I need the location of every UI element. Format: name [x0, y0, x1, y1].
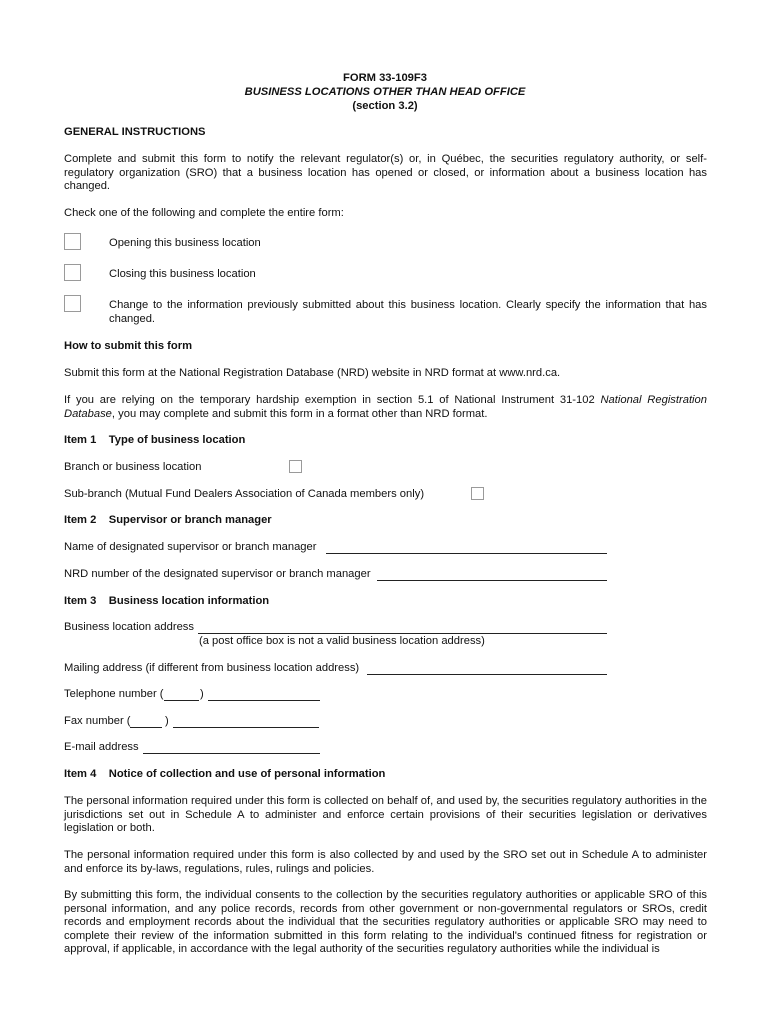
instrument-name: National Registration Database — [64, 394, 707, 420]
check-prompt: Check one of the following and complete the entire form: — [64, 207, 344, 219]
item4-paragraph-1: The personal information required under this form is collected on behalf of, and used by, the securities regulatory authorities in the jurisdictions set out in Schedule A to administer and enforce certain provisions of their securities legislation or derivatives legislation or both. — [64, 795, 707, 835]
subbranch-checkbox[interactable] — [471, 487, 484, 500]
form-title: BUSINESS LOCATIONS OTHER THAN HEAD OFFICE — [244, 86, 526, 98]
fax-label: Fax number ( — [64, 715, 131, 727]
change-checkbox[interactable] — [64, 295, 81, 312]
item1-heading: Item 1 Type of business location — [64, 434, 246, 446]
branch-checkbox[interactable] — [289, 460, 302, 473]
supervisor-nrd-field[interactable] — [377, 580, 607, 581]
item2-heading: Item 2 Supervisor or branch manager — [64, 514, 272, 526]
fax-paren: ) — [165, 715, 169, 727]
general-intro: Complete and submit this form to notify the relevant regulator(s) or, in Québec, the securities regulatory authority, or self-regulatory organization (SRO) that a business location has opened or closed, or information about a business location has changed. — [64, 153, 707, 193]
supervisor-nrd-label: NRD number of the designated supervisor or branch manager — [64, 568, 371, 580]
item4-paragraph-2: The personal information required under this form is also collected by and used by the SRO set out in Schedule A to administer and enforce its by-laws, regulations, rules, rulings and policies. — [64, 849, 707, 875]
telephone-label: Telephone number ( — [64, 688, 164, 700]
item3-heading: Item 3 Business location information — [64, 595, 270, 607]
form-number: FORM 33-109F3 — [343, 72, 427, 84]
business-address-field[interactable] — [198, 633, 607, 634]
telephone-number-field[interactable] — [208, 700, 320, 701]
opening-option-label: Opening this business location — [109, 237, 261, 249]
how-to-submit-heading: How to submit this form — [64, 340, 193, 352]
closing-option-label: Closing this business location — [109, 268, 256, 280]
mailing-address-field[interactable] — [367, 674, 607, 675]
telephone-paren: ) — [200, 688, 204, 700]
item4-paragraph-3: By submitting this form, the individual consents to the collection by the securities regulatory authorities or applicable SRO of this personal information, and any police records, records from other government or non-governmental regulators or SROs, credit records and employment records about the individual that the securities regulatory authorities or applicable SRO may need to complete their review of the information submitted in this form relating to the individual's continued fitness for registration or approval, if applicable, in accordance with the legal authority of the securities regulatory authorities while the individual is — [64, 889, 707, 956]
business-address-label: Business location address — [64, 621, 194, 633]
supervisor-name-label: Name of designated supervisor or branch manager — [64, 541, 317, 553]
supervisor-name-field[interactable] — [326, 553, 607, 554]
opening-checkbox[interactable] — [64, 233, 81, 250]
submit-paragraph-1: Submit this form at the National Registration Database (NRD) website in NRD format at www.nrd.ca. — [64, 367, 561, 379]
item4-heading: Item 4 Notice of collection and use of personal information — [64, 768, 386, 780]
email-field[interactable] — [143, 753, 320, 754]
submit-paragraph-2: If you are relying on the temporary hardship exemption in section 5.1 of National Instrument 31-102 National Registration Database, you may complete and submit this form in a format other than NRD format. — [64, 394, 707, 420]
closing-checkbox[interactable] — [64, 264, 81, 281]
change-option-label: Change to the information previously submitted about this business location. Clearly specify the information that has changed. — [109, 299, 707, 325]
general-instructions-heading: GENERAL INSTRUCTIONS — [64, 126, 206, 138]
subbranch-label: Sub-branch (Mutual Fund Dealers Association of Canada members only) — [64, 488, 425, 500]
mailing-address-label: Mailing address (if different from business location address) — [64, 662, 360, 674]
email-label: E-mail address — [64, 741, 139, 753]
form-section: (section 3.2) — [352, 100, 418, 112]
telephone-area-code-field[interactable] — [164, 700, 199, 701]
business-address-note: (a post office box is not a valid business location address) — [199, 635, 485, 647]
branch-label: Branch or business location — [64, 461, 202, 473]
fax-number-field[interactable] — [173, 727, 319, 728]
fax-area-code-field[interactable] — [130, 727, 162, 728]
